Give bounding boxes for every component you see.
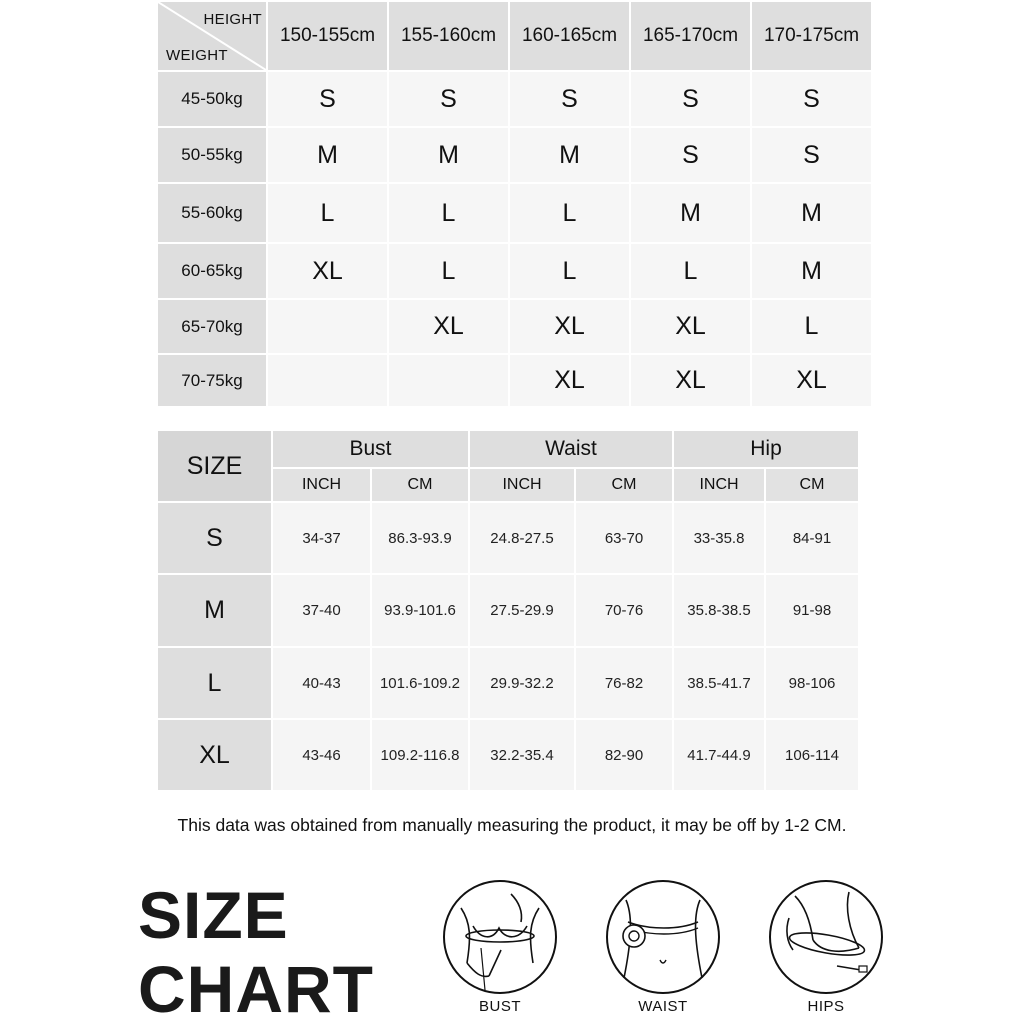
size-cell: M (389, 128, 508, 182)
size-cell: S (268, 72, 387, 126)
unit-header: INCH (470, 469, 574, 501)
measurement-cell: 101.6-109.2 (372, 648, 468, 718)
unit-header: CM (576, 469, 672, 501)
size-cell: XL (268, 244, 387, 298)
hips-measure-label: HIPS (807, 998, 845, 1015)
size-cell: L (510, 244, 629, 298)
size-cell (268, 300, 387, 353)
measurement-cell: 34-37 (273, 503, 370, 573)
size-cell: L (268, 184, 387, 242)
measurement-cell: 38.5-41.7 (674, 648, 764, 718)
size-cell: XL (631, 300, 750, 353)
unit-header: INCH (674, 469, 764, 501)
size-cell: XL (510, 300, 629, 353)
size-cell: M (631, 184, 750, 242)
measurement-note: This data was obtained from manually measuring the product, it may be off by 1-2 CM. (177, 815, 847, 835)
height-column-header: 160-165cm (510, 2, 629, 70)
size-cell: M (510, 128, 629, 182)
measurement-cell: 109.2-116.8 (372, 720, 468, 790)
bust-group-header: Bust (273, 431, 468, 467)
size-cell: XL (752, 355, 871, 406)
size-cell: S (752, 128, 871, 182)
size-cell: XL (510, 355, 629, 406)
height-column-header: 155-160cm (389, 2, 508, 70)
unit-header: CM (766, 469, 858, 501)
waist-measure-icon (604, 878, 722, 996)
hips-measure-icon (767, 878, 885, 996)
size-cell: S (389, 72, 508, 126)
measurement-cell: 32.2-35.4 (470, 720, 574, 790)
unit-header: INCH (273, 469, 370, 501)
size-row-header: XL (158, 720, 271, 790)
measurement-cell: 40-43 (273, 648, 370, 718)
waist-measure-label: WAIST (638, 998, 688, 1015)
size-cell: L (510, 184, 629, 242)
weight-row-header: 50-55kg (158, 128, 266, 182)
measurement-table (158, 431, 861, 789)
size-cell (389, 355, 508, 406)
measurement-cell: 37-40 (273, 575, 370, 646)
size-cell: XL (631, 355, 750, 406)
height-column-header: 150-155cm (268, 2, 387, 70)
size-cell (268, 355, 387, 406)
measurement-cell: 84-91 (766, 503, 858, 573)
height-weight-size-table (158, 2, 861, 394)
bust-measure-label: BUST (478, 998, 521, 1015)
table-corner-header (158, 2, 266, 70)
size-cell: M (752, 184, 871, 242)
measurement-cell: 35.8-38.5 (674, 575, 764, 646)
size-row-header: L (158, 648, 271, 718)
size-header: SIZE (158, 431, 271, 501)
hip-group-header: Hip (674, 431, 858, 467)
size-cell: L (631, 244, 750, 298)
measurement-cell: 93.9-101.6 (372, 575, 468, 646)
measurement-cell: 98-106 (766, 648, 858, 718)
size-chart-title (138, 878, 374, 1026)
measurement-cell: 106-114 (766, 720, 858, 790)
measurement-cell: 63-70 (576, 503, 672, 573)
height-column-header: 165-170cm (631, 2, 750, 70)
size-cell: L (389, 244, 508, 298)
measurement-cell: 91-98 (766, 575, 858, 646)
title-line-1: SIZE (138, 878, 289, 952)
size-cell: L (389, 184, 508, 242)
weight-row-header: 45-50kg (158, 72, 266, 126)
size-cell: L (752, 300, 871, 353)
corner-weight-label: WEIGHT (166, 47, 228, 64)
size-cell: M (752, 244, 871, 298)
measurement-cell: 41.7-44.9 (674, 720, 764, 790)
measurement-cell: 82-90 (576, 720, 672, 790)
weight-row-header: 70-75kg (158, 355, 266, 406)
hips-measure (761, 878, 891, 1015)
measurement-cell: 33-35.8 (674, 503, 764, 573)
corner-height-label: HEIGHT (203, 11, 262, 28)
size-cell: S (752, 72, 871, 126)
measurement-cell: 70-76 (576, 575, 672, 646)
size-cell: S (631, 128, 750, 182)
unit-header: CM (372, 469, 468, 501)
weight-row-header: 55-60kg (158, 184, 266, 242)
weight-row-header: 65-70kg (158, 300, 266, 353)
bust-measure (435, 878, 565, 1015)
measurement-cell: 86.3-93.9 (372, 503, 468, 573)
size-cell: M (268, 128, 387, 182)
title-line-2: CHART (138, 952, 374, 1026)
size-row-header: S (158, 503, 271, 573)
height-column-header: 170-175cm (752, 2, 871, 70)
weight-row-header: 60-65kg (158, 244, 266, 298)
measurement-cell: 27.5-29.9 (470, 575, 574, 646)
measurement-cell: 76-82 (576, 648, 672, 718)
bust-measure-icon (441, 878, 559, 996)
measurement-cell: 43-46 (273, 720, 370, 790)
size-cell: S (631, 72, 750, 126)
size-cell: S (510, 72, 629, 126)
size-row-header: M (158, 575, 271, 646)
measurement-cell: 29.9-32.2 (470, 648, 574, 718)
size-cell: XL (389, 300, 508, 353)
waist-measure (598, 878, 728, 1015)
waist-group-header: Waist (470, 431, 672, 467)
measurement-cell: 24.8-27.5 (470, 503, 574, 573)
